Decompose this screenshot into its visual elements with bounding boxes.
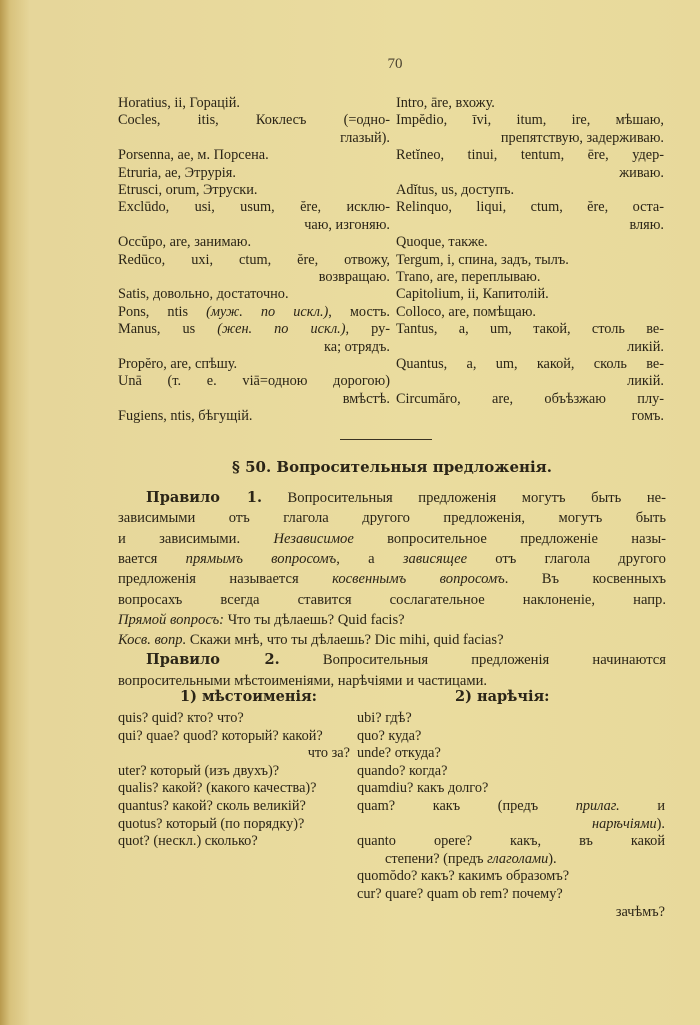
text-segment: ликій.: [627, 373, 664, 390]
text-segment: ).: [656, 815, 665, 832]
text-line: [118, 269, 390, 286]
text-segment: qualis? какой? (какого качества)?: [118, 780, 317, 797]
text-segment: quo? куда?: [357, 727, 422, 744]
text-line: [118, 391, 390, 408]
text-segment: зачѣмъ?: [615, 903, 665, 920]
text-segment: зависимыми отъ глагола другого предложенія, могутъ быть: [118, 510, 666, 527]
text-line: [396, 321, 664, 338]
text-line: [396, 112, 664, 129]
text-segment: живаю.: [619, 164, 664, 181]
text-segment: гомъ.: [631, 408, 664, 425]
text-segment: quam? какъ (предъ: [357, 798, 576, 814]
text-segment: глазый).: [340, 129, 390, 146]
text-segment: Tantus, a, um, такой, столь ве-: [396, 321, 664, 338]
text-segment: Что ты дѣлаешь? Quid facis?: [224, 611, 405, 628]
text-segment: Horatius, ii, Горацій.: [118, 95, 240, 111]
text-segment: , а: [336, 550, 403, 567]
text-line: [118, 728, 350, 745]
italic-text: прилаг.: [575, 798, 620, 814]
text-line: [118, 549, 666, 569]
text-segment: Вопросительныя предложенія могутъ быть не-: [262, 490, 667, 506]
text-segment: Retĭneo, tinui, tentum, ēre, удер-: [396, 147, 664, 164]
text-line: [357, 728, 665, 745]
text-segment: Impĕdio, īvi, itum, ire, мѣшаю,: [396, 112, 664, 129]
text-segment: quis? quid? кто? что?: [118, 710, 244, 726]
text-line: [118, 816, 350, 833]
text-line: [118, 798, 350, 815]
text-segment: Intro, āre, вхожу.: [396, 95, 495, 111]
text-line: [118, 95, 390, 112]
text-line: [118, 710, 350, 727]
text-segment: quomŏdo? какъ? какимъ образомъ?: [357, 868, 570, 885]
text-segment: Adĭtus, us, доступъ.: [396, 182, 515, 198]
text-line: [118, 199, 390, 216]
text-line: [357, 851, 665, 868]
text-line: [118, 234, 390, 251]
text-segment: отъ глагола другого: [467, 550, 666, 567]
text-line: [396, 234, 664, 251]
text-segment: ubi? гдѣ?: [357, 710, 412, 726]
text-segment: Satis, довольно, достаточно.: [118, 286, 289, 303]
text-segment: Relinquo, liqui, ctum, ĕre, оста-: [396, 199, 664, 216]
text-segment: Вопросительныя предложенія начинаются: [279, 652, 666, 669]
text-segment: Unā (т. е. viā=одною дорогою): [118, 373, 390, 390]
text-segment: Propĕro, are, спѣшу.: [118, 356, 238, 372]
text-line: [357, 745, 665, 762]
text-line: [118, 356, 390, 373]
text-line: [118, 590, 666, 610]
text-segment: Circumăro, are, объѣзжаю плу-: [396, 390, 664, 407]
text-line: [118, 630, 666, 650]
text-line: [357, 710, 665, 727]
text-line: [357, 868, 665, 885]
text-segment: quando? когда?: [357, 762, 448, 779]
italic-text: Прямой вопросъ:: [118, 611, 225, 628]
text-segment: препятствую, задерживаю.: [500, 129, 664, 146]
text-line: [118, 130, 390, 147]
text-line: [396, 147, 664, 164]
text-segment: unde? откуда?: [357, 745, 441, 762]
text-segment: quotus? который (по порядку)?: [118, 815, 305, 832]
text-line: [118, 650, 666, 670]
text-line: [118, 339, 390, 356]
text-line: [118, 763, 350, 780]
text-segment: Occŭpo, are, занимаю.: [118, 234, 252, 251]
adverbs-title: 2) нарѣчія:: [455, 688, 550, 705]
text-line: [118, 745, 350, 762]
text-line: [396, 391, 664, 408]
text-segment: ликій.: [627, 338, 664, 355]
text-line: [118, 112, 390, 129]
text-segment: Colloco, are, помѣщаю.: [396, 303, 536, 320]
text-line: [118, 252, 390, 269]
text-segment: Tergum, i, спина, задъ, тылъ.: [396, 251, 569, 268]
text-line: [118, 569, 666, 589]
text-segment: Quoque, также.: [396, 234, 488, 251]
italic-text: зависящее: [402, 550, 468, 567]
text-segment: и зависимыми.: [118, 530, 274, 547]
text-segment: и: [619, 798, 665, 814]
text-line: [118, 488, 666, 508]
text-line: [396, 182, 664, 199]
text-segment: чаю, изгоняю.: [304, 216, 390, 233]
text-segment: Скажи мнѣ, что ты дѣлаешь? Dic mihi, quid facias?: [186, 632, 504, 649]
text-line: [396, 286, 664, 303]
text-line: [118, 780, 350, 797]
text-line: [118, 286, 390, 303]
text-segment: Etrusci, orum, Этруски.: [118, 182, 258, 198]
text-line: [118, 321, 390, 338]
text-line: [396, 304, 664, 321]
text-line: [118, 217, 390, 234]
text-line: [357, 886, 665, 903]
text-segment: ).: [548, 850, 557, 867]
italic-text: нарѣчіями: [592, 815, 657, 832]
pronouns-title: 1) мѣстоименія:: [180, 688, 318, 705]
text-segment: Capitolium, ii, Капитолій.: [396, 286, 549, 303]
text-line: [396, 199, 664, 216]
text-line: [357, 763, 665, 780]
italic-text: глаголами: [487, 850, 549, 867]
text-line: [118, 408, 390, 425]
text-line: [357, 798, 665, 815]
text-segment: вмѣстѣ.: [342, 390, 390, 407]
text-line: [118, 508, 666, 528]
text-line: [118, 182, 390, 199]
text-line: [357, 816, 665, 833]
text-segment: вопросахъ всегда ставится сослагательное наклоненіе, напр.: [118, 591, 666, 608]
text-segment: Etruria, ae, Этрурія.: [118, 164, 236, 181]
text-line: [396, 130, 664, 147]
rule-label: Правило 2.: [146, 651, 280, 669]
italic-text: Косв. вопр.: [118, 632, 187, 649]
text-line: [396, 95, 664, 112]
text-line: [118, 833, 350, 850]
text-line: [396, 165, 664, 182]
text-line: [396, 269, 664, 286]
text-segment: Redūco, uxi, ctum, ĕre, отвожу,: [118, 251, 390, 268]
italic-text: прямымъ вопросомъ: [185, 550, 337, 567]
text-segment: возвращаю.: [318, 269, 390, 285]
text-segment: , ру-: [345, 321, 390, 338]
text-segment: Trano, are, переплываю.: [396, 269, 541, 285]
text-line: [396, 356, 664, 373]
text-segment: quanto opere? какъ, въ какой: [357, 833, 665, 850]
text-line: [357, 780, 665, 797]
text-segment: Quantus, a, um, какой, сколь ве-: [396, 356, 664, 372]
text-segment: quantus? какой? сколь великій?: [118, 798, 306, 814]
text-segment: степени? (предъ: [385, 850, 488, 867]
text-segment: вляю.: [629, 216, 664, 233]
rule-label: Правило 1.: [146, 489, 263, 506]
section-divider: [340, 439, 432, 440]
page-number: 70: [387, 56, 403, 72]
italic-text: Независимое: [273, 530, 354, 547]
text-segment: quamdiu? какъ долго?: [357, 780, 489, 797]
text-line: [357, 904, 665, 921]
text-line: [357, 833, 665, 850]
text-line: [396, 217, 664, 234]
text-segment: Porsenna, ae, м. Порсена.: [118, 147, 269, 164]
italic-text: косвеннымъ вопросомъ: [332, 571, 505, 588]
text-line: [396, 339, 664, 356]
text-line: [396, 373, 664, 390]
text-segment: Exclūdo, usi, usum, ĕre, исклю-: [118, 199, 390, 216]
text-segment: Pons, ntis: [118, 303, 207, 320]
text-segment: . Въ косвенныхъ: [504, 571, 666, 588]
text-segment: uter? который (изъ двухъ)?: [118, 762, 280, 779]
text-line: [118, 165, 390, 182]
text-segment: Cocles, itis, Коклесъ (=одно-: [118, 112, 390, 129]
text-segment: Fugiens, ntis, бѣгущій.: [118, 408, 253, 425]
italic-text: (муж. по искл.): [206, 303, 329, 320]
text-segment: , мостъ.: [328, 303, 391, 320]
text-line: [118, 304, 390, 321]
text-segment: Manus, us: [118, 321, 218, 338]
italic-text: (жен. по искл.): [217, 321, 346, 338]
text-segment: cur? quare? quam ob rem? почему?: [357, 886, 563, 902]
text-segment: вопросительными мѣстоименіями, нарѣчіями и частицами.: [118, 672, 488, 689]
text-line: [118, 147, 390, 164]
section-heading: § 50. Вопросительныя предложенія.: [232, 458, 552, 476]
text-segment: что за?: [307, 745, 350, 762]
text-line: [396, 252, 664, 269]
text-line: [118, 373, 390, 390]
text-segment: предложенія называется: [118, 571, 333, 588]
text-segment: quot? (нескл.) сколько?: [118, 833, 258, 850]
text-segment: ка; отрядъ.: [324, 338, 390, 355]
text-segment: qui? quae? quod? который? какой?: [118, 727, 323, 744]
text-line: [118, 610, 666, 630]
text-segment: вопросительное предложеніе назы-: [353, 530, 667, 547]
text-line: [396, 408, 664, 425]
text-line: [118, 529, 666, 549]
text-segment: вается: [118, 550, 186, 567]
